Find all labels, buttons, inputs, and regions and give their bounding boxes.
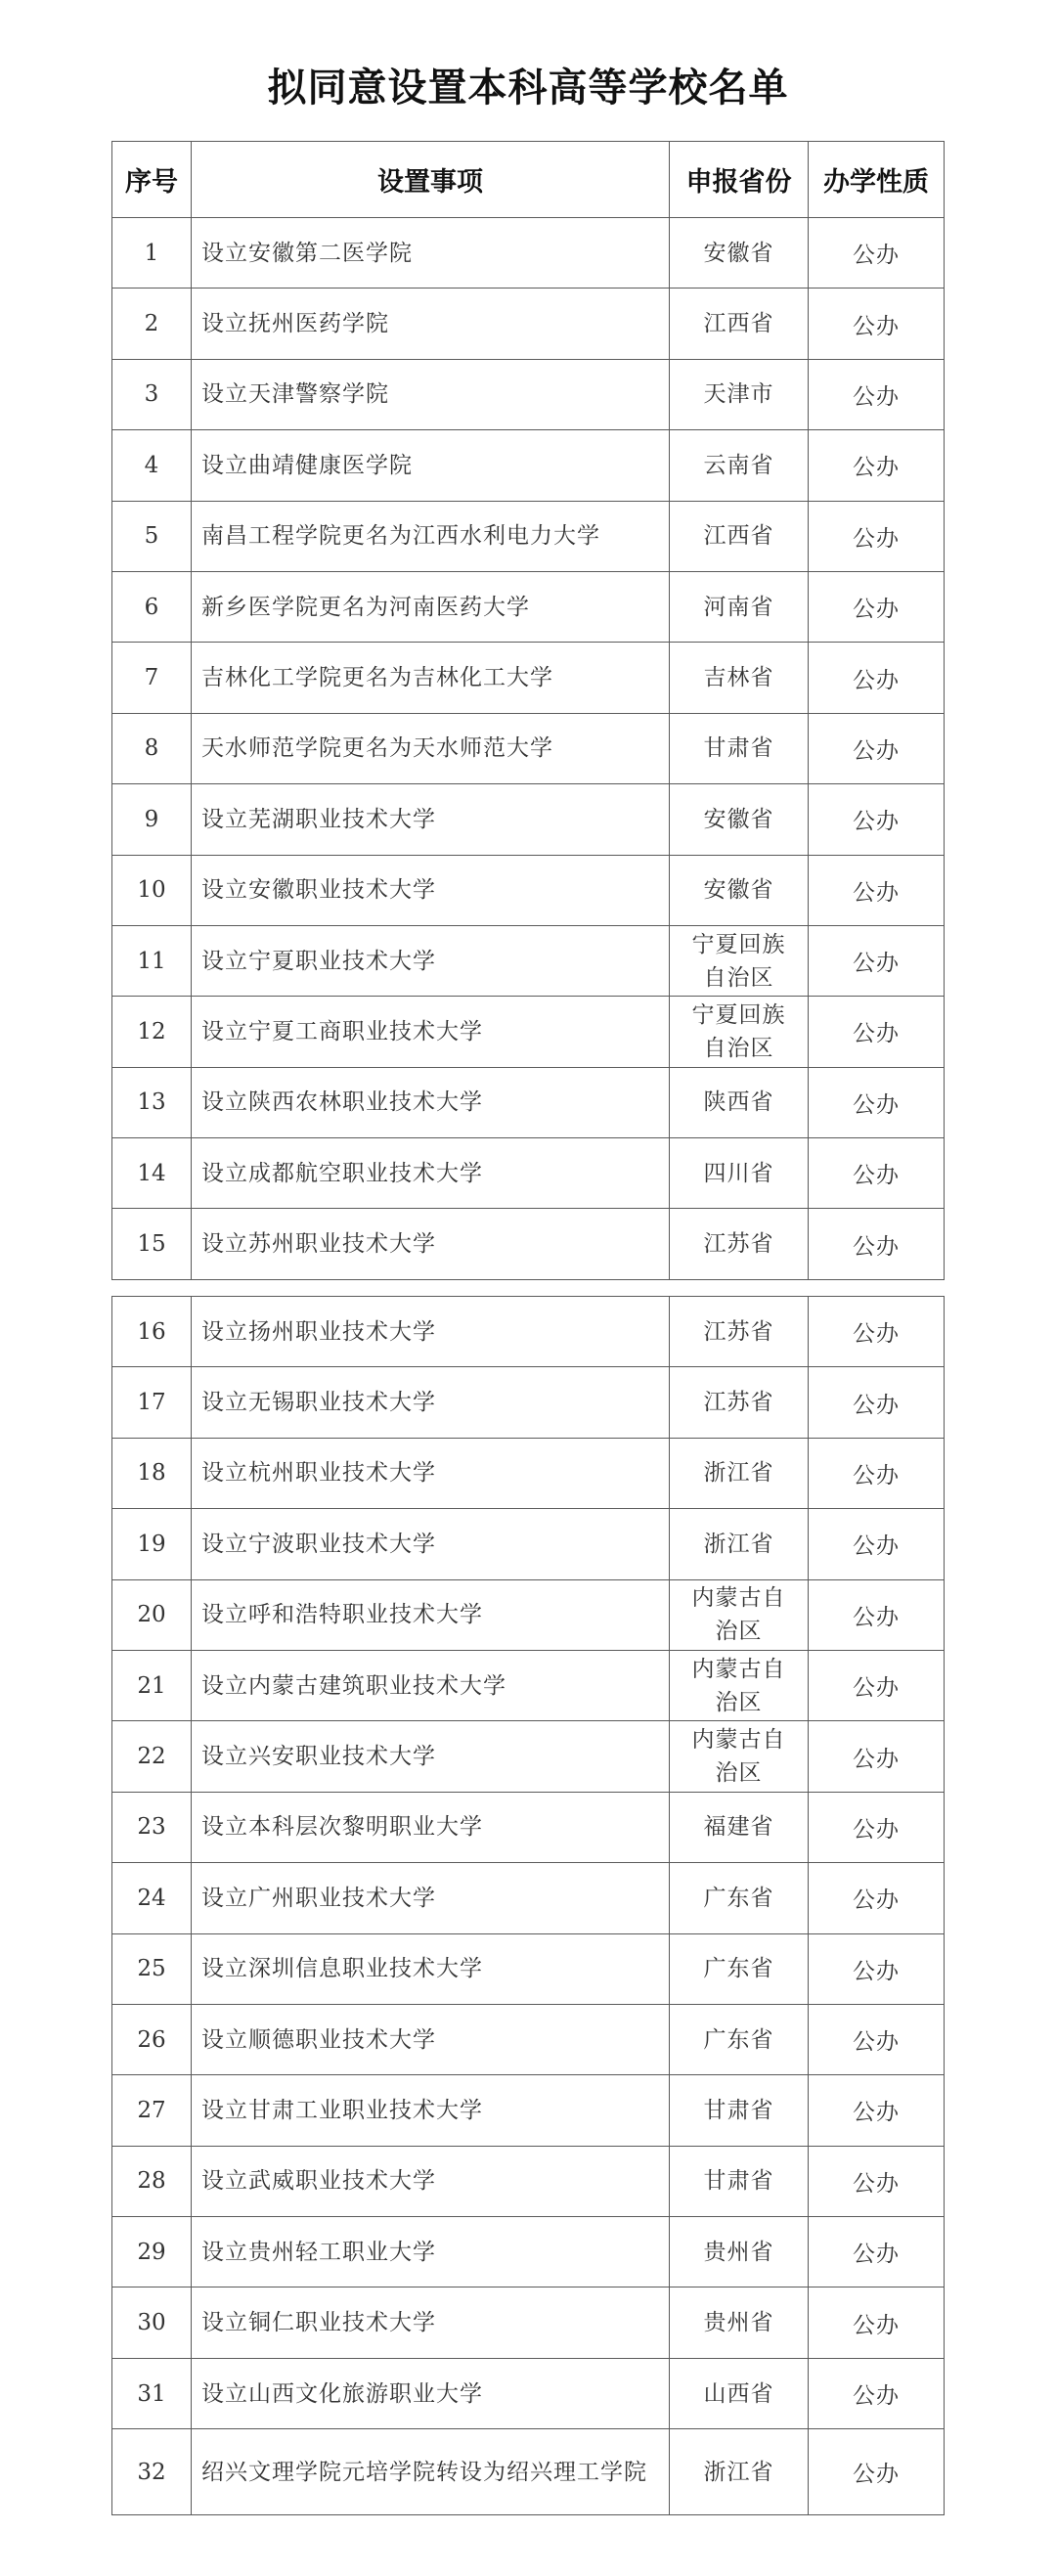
row-province: 内蒙古自治区 (670, 1650, 809, 1720)
table-row (112, 1863, 945, 1933)
row-nature: 公办 (809, 1579, 945, 1650)
schools-table-part-2 (111, 1296, 945, 2515)
row-number: 19 (112, 1509, 192, 1579)
row-number: 7 (112, 643, 192, 713)
row-number: 17 (112, 1367, 192, 1438)
row-number: 20 (112, 1579, 192, 1650)
row-item: 天水师范学院更名为天水师范大学 (192, 713, 670, 783)
row-nature: 公办 (809, 855, 945, 925)
row-item: 设立武威职业技术大学 (192, 2146, 670, 2216)
row-item: 设立杭州职业技术大学 (192, 1438, 670, 1508)
row-item: 设立苏州职业技术大学 (192, 1209, 670, 1279)
table-row (112, 359, 945, 429)
table-row (112, 1509, 945, 1579)
row-item: 设立陕西农林职业技术大学 (192, 1067, 670, 1137)
row-nature: 公办 (809, 2075, 945, 2146)
row-province: 四川省 (670, 1138, 809, 1209)
row-item: 设立顺德职业技术大学 (192, 2004, 670, 2074)
row-nature: 公办 (809, 501, 945, 571)
row-nature: 公办 (809, 2358, 945, 2428)
row-number: 8 (112, 713, 192, 783)
row-item: 设立内蒙古建筑职业技术大学 (192, 1650, 670, 1720)
row-nature: 公办 (809, 1138, 945, 1209)
table-row (112, 2075, 945, 2146)
row-number: 29 (112, 2217, 192, 2287)
row-number: 5 (112, 501, 192, 571)
row-number: 14 (112, 1138, 192, 1209)
row-province: 山西省 (670, 2358, 809, 2428)
row-nature: 公办 (809, 1509, 945, 1579)
row-province: 吉林省 (670, 643, 809, 713)
header-no: 序号 (112, 142, 192, 218)
row-item: 设立抚州医药学院 (192, 289, 670, 359)
row-number: 24 (112, 1863, 192, 1933)
table-row (112, 289, 945, 359)
row-province: 浙江省 (670, 1438, 809, 1508)
row-nature: 公办 (809, 571, 945, 642)
table-row (112, 1579, 945, 1650)
row-nature: 公办 (809, 359, 945, 429)
row-item: 设立本科层次黎明职业大学 (192, 1792, 670, 1862)
row-nature: 公办 (809, 643, 945, 713)
table-row (112, 2358, 945, 2428)
row-province: 安徽省 (670, 784, 809, 855)
table-row (112, 1209, 945, 1279)
table-header-row (112, 142, 945, 218)
row-nature: 公办 (809, 2146, 945, 2216)
row-number: 26 (112, 2004, 192, 2074)
row-province: 甘肃省 (670, 2075, 809, 2146)
row-item: 设立山西文化旅游职业大学 (192, 2358, 670, 2428)
table-row (112, 1067, 945, 1137)
row-item: 吉林化工学院更名为吉林化工大学 (192, 643, 670, 713)
row-item: 设立铜仁职业技术大学 (192, 2287, 670, 2358)
row-province: 甘肃省 (670, 713, 809, 783)
row-nature: 公办 (809, 2217, 945, 2287)
header-nature: 办学性质 (809, 142, 945, 218)
row-number: 30 (112, 2287, 192, 2358)
row-number: 12 (112, 997, 192, 1067)
row-nature: 公办 (809, 1209, 945, 1279)
row-number: 13 (112, 1067, 192, 1137)
row-item: 设立宁夏工商职业技术大学 (192, 997, 670, 1067)
row-province: 内蒙古自治区 (670, 1579, 809, 1650)
table-row (112, 997, 945, 1067)
table-row (112, 2146, 945, 2216)
row-number: 9 (112, 784, 192, 855)
row-province: 河南省 (670, 571, 809, 642)
row-number: 23 (112, 1792, 192, 1862)
page-title: 拟同意设置本科高等学校名单 (267, 66, 789, 111)
row-nature: 公办 (809, 430, 945, 501)
row-province: 安徽省 (670, 218, 809, 289)
row-province: 广东省 (670, 1933, 809, 2004)
table-row (112, 855, 945, 925)
row-nature: 公办 (809, 1933, 945, 2004)
row-nature: 公办 (809, 1650, 945, 1720)
table-body-part-1 (112, 218, 945, 1280)
table-row (112, 1721, 945, 1792)
row-item: 新乡医学院更名为河南医药大学 (192, 571, 670, 642)
row-province: 贵州省 (670, 2287, 809, 2358)
table-row (112, 925, 945, 996)
table-row (112, 1650, 945, 1720)
row-nature: 公办 (809, 1067, 945, 1137)
row-province: 江苏省 (670, 1209, 809, 1279)
row-item: 设立呼和浩特职业技术大学 (192, 1579, 670, 1650)
row-number: 25 (112, 1933, 192, 2004)
row-province: 江苏省 (670, 1367, 809, 1438)
row-item: 设立安徽第二医学院 (192, 218, 670, 289)
row-item: 设立深圳信息职业技术大学 (192, 1933, 670, 2004)
row-item: 设立宁夏职业技术大学 (192, 925, 670, 996)
table-row (112, 1933, 945, 2004)
row-number: 18 (112, 1438, 192, 1508)
row-item: 设立广州职业技术大学 (192, 1863, 670, 1933)
row-province: 甘肃省 (670, 2146, 809, 2216)
row-nature: 公办 (809, 1367, 945, 1438)
schools-table-part-1 (111, 141, 945, 1280)
table-row (112, 2004, 945, 2074)
table-row (112, 1792, 945, 1862)
table-row (112, 1367, 945, 1438)
row-item: 设立宁波职业技术大学 (192, 1509, 670, 1579)
row-item: 绍兴文理学院元培学院转设为绍兴理工学院 (192, 2429, 670, 2515)
row-number: 32 (112, 2429, 192, 2515)
row-province: 江西省 (670, 501, 809, 571)
row-item: 设立天津警察学院 (192, 359, 670, 429)
row-item: 设立成都航空职业技术大学 (192, 1138, 670, 1209)
row-nature: 公办 (809, 2004, 945, 2074)
row-nature: 公办 (809, 1438, 945, 1508)
row-number: 16 (112, 1297, 192, 1367)
row-item: 设立安徽职业技术大学 (192, 855, 670, 925)
row-nature: 公办 (809, 925, 945, 996)
row-province: 江苏省 (670, 1297, 809, 1367)
table-row (112, 784, 945, 855)
row-nature: 公办 (809, 2429, 945, 2515)
row-item: 设立芜湖职业技术大学 (192, 784, 670, 855)
row-province: 广东省 (670, 2004, 809, 2074)
table-row (112, 1138, 945, 1209)
row-number: 15 (112, 1209, 192, 1279)
table-body-part-2 (112, 1297, 945, 2515)
table-row (112, 1297, 945, 1367)
row-province: 福建省 (670, 1792, 809, 1862)
row-nature: 公办 (809, 1721, 945, 1792)
row-item: 设立甘肃工业职业技术大学 (192, 2075, 670, 2146)
row-item: 设立曲靖健康医学院 (192, 430, 670, 501)
row-number: 11 (112, 925, 192, 996)
table-row (112, 571, 945, 642)
row-province: 浙江省 (670, 2429, 809, 2515)
row-number: 4 (112, 430, 192, 501)
table-row (112, 430, 945, 501)
row-nature: 公办 (809, 1863, 945, 1933)
header-province: 申报省份 (670, 142, 809, 218)
row-province: 宁夏回族自治区 (670, 997, 809, 1067)
row-province: 浙江省 (670, 1509, 809, 1579)
row-province: 天津市 (670, 359, 809, 429)
header-item: 设置事项 (192, 142, 670, 218)
row-nature: 公办 (809, 1297, 945, 1367)
row-number: 1 (112, 218, 192, 289)
row-province: 云南省 (670, 430, 809, 501)
row-number: 27 (112, 2075, 192, 2146)
row-province: 广东省 (670, 1863, 809, 1933)
row-province: 贵州省 (670, 2217, 809, 2287)
row-province: 江西省 (670, 289, 809, 359)
row-nature: 公办 (809, 784, 945, 855)
row-number: 2 (112, 289, 192, 359)
row-nature: 公办 (809, 713, 945, 783)
row-number: 28 (112, 2146, 192, 2216)
table-row (112, 501, 945, 571)
table-row (112, 713, 945, 783)
table-row (112, 643, 945, 713)
table-row (112, 2429, 945, 2515)
row-item: 南昌工程学院更名为江西水利电力大学 (192, 501, 670, 571)
row-item: 设立兴安职业技术大学 (192, 1721, 670, 1792)
row-nature: 公办 (809, 218, 945, 289)
row-nature: 公办 (809, 1792, 945, 1862)
table-row (112, 1438, 945, 1508)
row-number: 3 (112, 359, 192, 429)
row-nature: 公办 (809, 2287, 945, 2358)
row-number: 21 (112, 1650, 192, 1720)
row-number: 22 (112, 1721, 192, 1792)
row-item: 设立无锡职业技术大学 (192, 1367, 670, 1438)
row-province: 内蒙古自治区 (670, 1721, 809, 1792)
row-nature: 公办 (809, 997, 945, 1067)
row-nature: 公办 (809, 289, 945, 359)
row-province: 宁夏回族自治区 (670, 925, 809, 996)
row-number: 31 (112, 2358, 192, 2428)
row-province: 陕西省 (670, 1067, 809, 1137)
row-item: 设立贵州轻工职业大学 (192, 2217, 670, 2287)
row-province: 安徽省 (670, 855, 809, 925)
row-item: 设立扬州职业技术大学 (192, 1297, 670, 1367)
table-row (112, 2217, 945, 2287)
table-row (112, 218, 945, 289)
table-row (112, 2287, 945, 2358)
row-number: 6 (112, 571, 192, 642)
row-number: 10 (112, 855, 192, 925)
